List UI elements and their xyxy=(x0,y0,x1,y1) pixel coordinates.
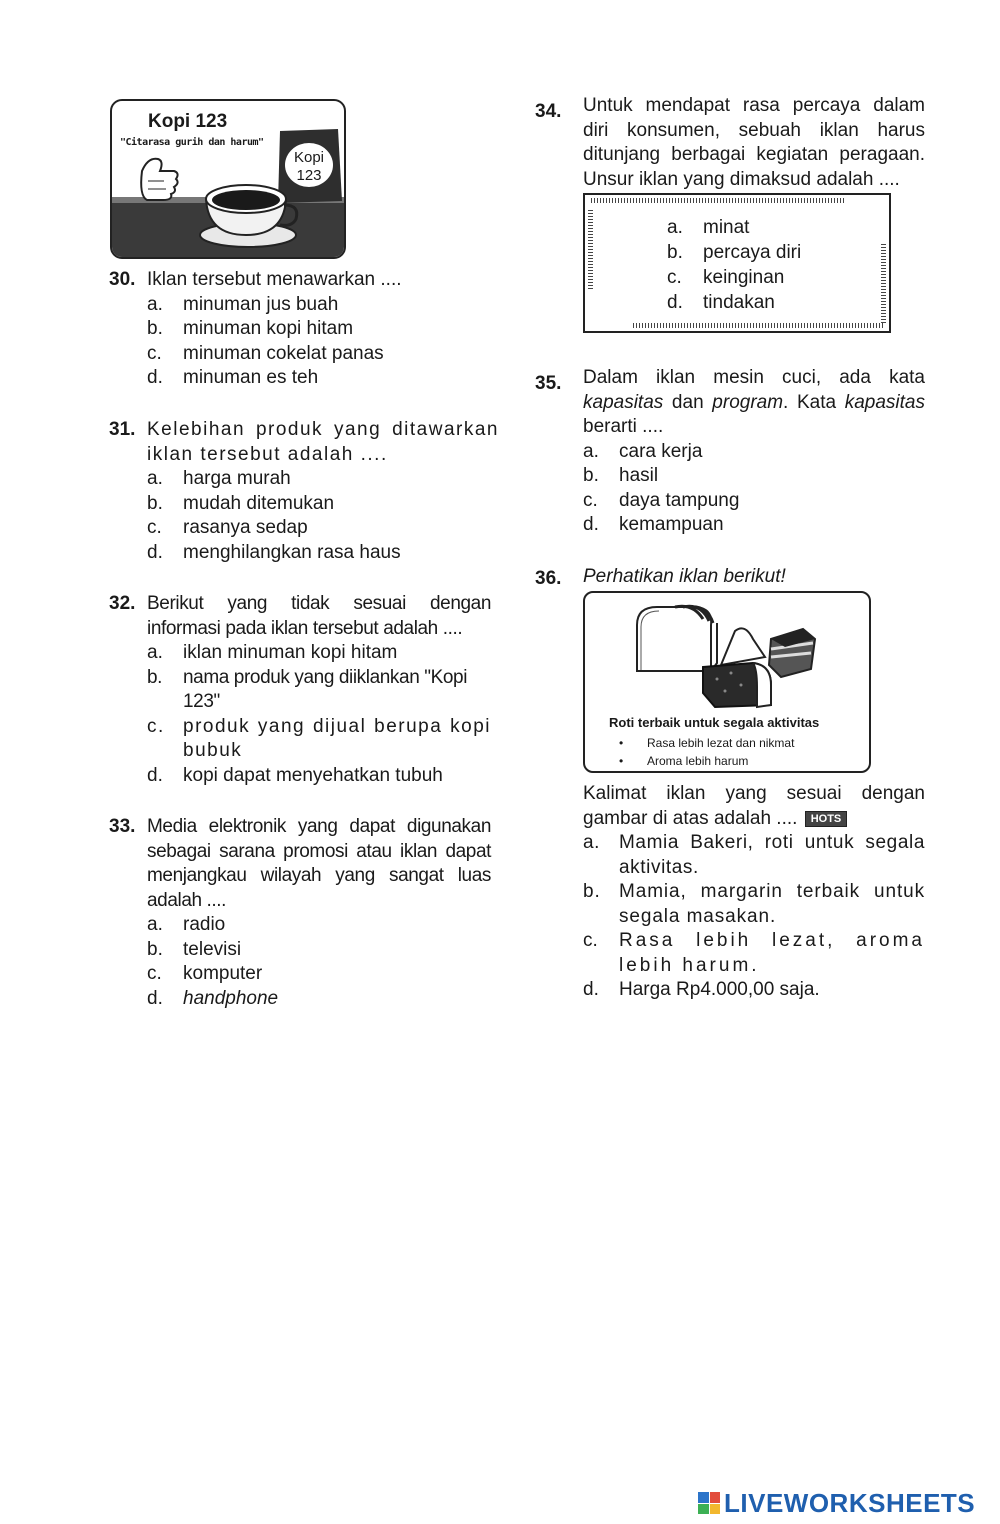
option-text: televisi xyxy=(183,938,242,960)
question-36 xyxy=(583,782,925,1002)
option-c[interactable] xyxy=(583,489,925,514)
liveworksheets-logo-icon xyxy=(698,1492,720,1514)
option-text: komputer xyxy=(183,963,263,984)
bread-ad-bullet xyxy=(619,754,749,768)
question-stem xyxy=(583,366,925,440)
question-31 xyxy=(109,418,499,568)
option-text: cara kerja xyxy=(619,440,703,462)
question-stem-italic: program xyxy=(712,391,784,413)
option-letter: d. xyxy=(583,514,599,535)
option-text: Mamia Bakeri, roti untuk segala aktivitas. xyxy=(619,832,925,878)
coffee-bag-label xyxy=(284,149,334,185)
question-stem-text: dan xyxy=(663,391,713,413)
options-list xyxy=(147,467,499,565)
option-text: Rasa lebih lezat, aroma lebih harum. xyxy=(619,930,925,976)
option-d[interactable] xyxy=(147,541,499,566)
option-letter: c. xyxy=(583,930,598,951)
option-letter: a. xyxy=(583,832,601,853)
option-text: hasil xyxy=(619,465,659,486)
bread-ad-headline: Roti terbaik untuk segala aktivitas xyxy=(609,715,820,730)
box-decoration xyxy=(588,209,593,289)
option-letter: a. xyxy=(147,468,163,489)
option-letter: c. xyxy=(147,517,162,538)
option-letter: d. xyxy=(147,367,163,388)
option-a[interactable] xyxy=(583,440,925,465)
option-text: daya tampung xyxy=(619,489,740,511)
coffee-bag-label-line1: Kopi xyxy=(293,149,325,166)
option-letter: c. xyxy=(583,489,598,511)
options-list xyxy=(667,215,801,315)
coffee-ad-brand: Kopi 123 xyxy=(148,111,228,132)
options-list xyxy=(147,293,499,391)
question-stem-text: . Kata xyxy=(783,391,845,413)
option-a[interactable] xyxy=(583,831,925,880)
option-letter: c. xyxy=(147,715,165,737)
question-number: 35. xyxy=(535,373,562,394)
option-letter: b. xyxy=(667,242,683,263)
option-letter: a. xyxy=(667,217,683,238)
option-letter: b. xyxy=(147,666,163,688)
question-30 xyxy=(109,268,499,393)
option-text: kemampuan xyxy=(619,514,724,535)
option-text: kopi dapat menyehatkan tubuh xyxy=(183,764,443,786)
question-stem xyxy=(147,815,491,913)
box-decoration xyxy=(591,198,844,203)
option-d[interactable] xyxy=(667,290,801,315)
option-b[interactable] xyxy=(583,880,925,929)
coffee-ad-image xyxy=(110,99,346,259)
question-number: 32. xyxy=(109,593,136,614)
options-list xyxy=(583,440,925,538)
option-text: keinginan xyxy=(703,267,785,288)
option-text: iklan minuman kopi hitam xyxy=(183,642,398,663)
question-32 xyxy=(109,592,491,792)
option-letter: b. xyxy=(583,881,601,902)
option-text: mudah ditemukan xyxy=(183,492,335,514)
question-stem: Untuk mendapat rasa percaya dalam diri konsumen, sebuah iklan harus ditunjang berbagai kegiatan peragaan. Unsur iklan yang dimaksud adalah .... xyxy=(583,95,925,190)
option-text: tindakan xyxy=(703,292,775,313)
option-c[interactable] xyxy=(147,516,499,541)
liveworksheets-wordmark: LIVEWORKSHEETS xyxy=(724,1487,976,1518)
option-a[interactable] xyxy=(147,293,499,318)
option-text: minuman es teh xyxy=(183,367,319,388)
question-stem-italic: kapasitas xyxy=(583,391,664,413)
option-letter: b. xyxy=(147,318,163,339)
option-text: rasanya sedap xyxy=(183,517,308,538)
box-decoration xyxy=(881,243,886,323)
option-d[interactable] xyxy=(147,764,491,789)
option-a[interactable] xyxy=(147,913,491,938)
option-letter: d. xyxy=(667,292,683,313)
option-text: minat xyxy=(703,217,750,238)
question-stem: Iklan tersebut menawarkan .... xyxy=(147,269,402,290)
option-a[interactable] xyxy=(147,467,499,492)
q34-options-box xyxy=(583,193,891,333)
option-b[interactable] xyxy=(147,317,499,342)
question-intro: Perhatikan iklan berikut! xyxy=(583,566,786,587)
option-b[interactable] xyxy=(667,240,801,265)
option-c[interactable] xyxy=(147,342,499,367)
option-d[interactable] xyxy=(147,987,491,1012)
option-letter: b. xyxy=(147,492,163,514)
option-c[interactable] xyxy=(583,929,925,978)
bullet-text: Rasa lebih lezat dan nikmat xyxy=(647,736,795,750)
liveworksheets-logo[interactable] xyxy=(698,1488,975,1518)
question-number: 33. xyxy=(109,816,136,837)
option-letter: a. xyxy=(147,914,163,935)
question-number: 31. xyxy=(109,419,136,440)
option-letter: a. xyxy=(147,642,163,663)
option-text: minuman jus buah xyxy=(183,293,339,315)
option-text: minuman kopi hitam xyxy=(183,318,354,339)
coffee-ad-tagline: "Citarasa gurih dan harum" xyxy=(120,137,264,148)
option-b[interactable] xyxy=(147,938,491,963)
question-stem-italic: kapasitas xyxy=(844,391,925,413)
option-c[interactable] xyxy=(667,265,801,290)
question-36-intro xyxy=(535,565,925,591)
question-34 xyxy=(535,94,925,194)
question-stem: Kelebihan produk yang ditawarkan iklan tersebut adalah .... xyxy=(147,419,499,465)
option-text: radio xyxy=(183,914,226,935)
option-letter: b. xyxy=(583,465,599,486)
option-letter: d. xyxy=(147,987,163,1009)
options-list xyxy=(147,913,491,1011)
option-letter: a. xyxy=(147,293,163,315)
question-number: 30. xyxy=(109,269,136,290)
box-decoration xyxy=(633,323,885,328)
question-stem: Berikut yang tidak sesuai dengan informasi pada iklan tersebut adalah .... xyxy=(147,593,491,639)
option-b[interactable] xyxy=(147,492,499,517)
options-list xyxy=(583,831,925,1003)
option-text: minuman cokelat panas xyxy=(183,342,384,364)
option-d[interactable] xyxy=(583,513,925,538)
option-letter: b. xyxy=(147,938,163,960)
question-35 xyxy=(535,366,925,541)
options-list xyxy=(147,641,491,788)
option-letter: c. xyxy=(147,963,162,984)
question-stem xyxy=(583,782,925,831)
option-d[interactable] xyxy=(583,978,925,1003)
option-d[interactable] xyxy=(147,366,499,391)
option-letter: c. xyxy=(667,267,682,288)
option-text: Mamia, margarin terbaik untuk segala masakan. xyxy=(619,881,925,927)
option-a[interactable] xyxy=(667,215,801,240)
option-text: handphone xyxy=(183,987,279,1009)
bread-ad-image xyxy=(583,591,871,773)
option-text: Harga Rp4.000,00 saja. xyxy=(619,979,820,1000)
option-text: percaya diri xyxy=(703,242,802,263)
bullet-icon: • xyxy=(619,754,624,768)
question-stem-text: Dalam iklan mesin cuci, ada kata xyxy=(583,367,925,388)
option-letter: d. xyxy=(583,979,599,1000)
hots-badge: HOTS xyxy=(805,811,848,827)
coffee-bag-label-line2: 123 xyxy=(296,167,322,184)
option-c[interactable] xyxy=(147,962,491,987)
question-33 xyxy=(109,815,491,1015)
option-text: produk yang dijual berupa kopi bubuk xyxy=(183,715,491,761)
question-number: 34. xyxy=(535,101,562,122)
option-letter: a. xyxy=(583,440,599,462)
option-text: nama produk yang diiklankan "Kopi 123" xyxy=(183,666,468,712)
option-letter: d. xyxy=(147,541,163,563)
option-a[interactable] xyxy=(147,641,491,666)
option-text: menghilangkan rasa haus xyxy=(183,541,401,563)
option-c[interactable] xyxy=(147,715,491,764)
option-b[interactable] xyxy=(147,666,491,715)
option-text: harga murah xyxy=(183,468,291,489)
question-stem-text: Kalimat iklan yang sesuai dengan gambar di atas adalah .... xyxy=(583,783,925,829)
bread-ad-bullet xyxy=(619,736,795,750)
question-stem-text: Media elektronik yang dapat digunakan sebagai sarana promosi atau iklan dapat menjangkau wilayah yang sangat luas adalah .... xyxy=(147,816,491,911)
question-number: 36. xyxy=(535,568,562,589)
bullet-text: Aroma lebih harum xyxy=(647,754,749,768)
option-letter: c. xyxy=(147,342,162,364)
bullet-icon: • xyxy=(619,736,624,750)
question-stem-text: berarti .... xyxy=(583,416,664,437)
option-letter: d. xyxy=(147,764,163,786)
option-b[interactable] xyxy=(583,464,925,489)
